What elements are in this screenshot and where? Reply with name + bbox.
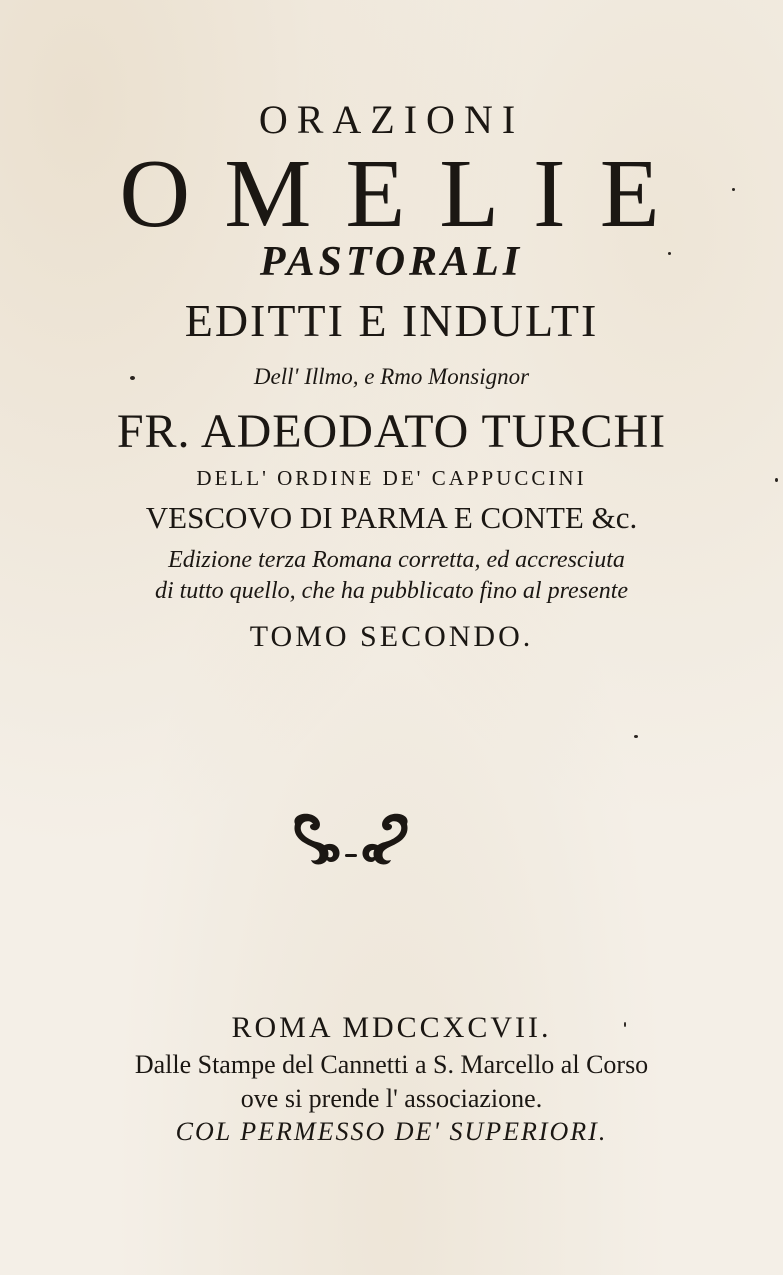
honorific-line: Dell' Illmo, e Rmo Monsignor bbox=[253, 364, 530, 389]
scroll-ornament-icon bbox=[287, 810, 415, 868]
edition-line-1: Edizione terza Romana corretta, ed accresciuta bbox=[168, 547, 625, 573]
title-pastorali: PASTORALI bbox=[259, 239, 524, 285]
ink-speck bbox=[624, 1022, 626, 1027]
volume-label: TOMO SECONDO. bbox=[249, 620, 534, 653]
author-name: FR. ADEODATO TURCHI bbox=[116, 405, 667, 458]
imprint-printer: Dalle Stampe del Cannetti a S. Marcello al Corso bbox=[134, 1050, 649, 1079]
title-omelie: OMELIE bbox=[119, 140, 694, 248]
imprint-permission: COL PERMESSO DE' SUPERIORI. bbox=[175, 1117, 608, 1146]
ink-speck bbox=[634, 735, 638, 738]
ink-speck bbox=[732, 188, 735, 191]
office-line: VESCOVO DI PARMA E CONTE &c. bbox=[145, 500, 638, 535]
imprint-place-year: ROMA MDCCXCVII. bbox=[231, 1011, 552, 1044]
ink-speck bbox=[668, 252, 671, 255]
religious-order: DELL' ORDINE DE' CAPPUCCINI bbox=[196, 466, 587, 490]
title-editti: EDITTI E INDULTI bbox=[184, 295, 599, 346]
imprint-note: ove si prende l' associazione. bbox=[240, 1084, 543, 1113]
ink-speck bbox=[775, 478, 778, 482]
title-orazioni: ORAZIONI bbox=[258, 97, 525, 142]
ink-speck bbox=[130, 376, 135, 380]
edition-line-2: di tutto quello, che ha pubblicato fino al presente bbox=[154, 578, 629, 604]
